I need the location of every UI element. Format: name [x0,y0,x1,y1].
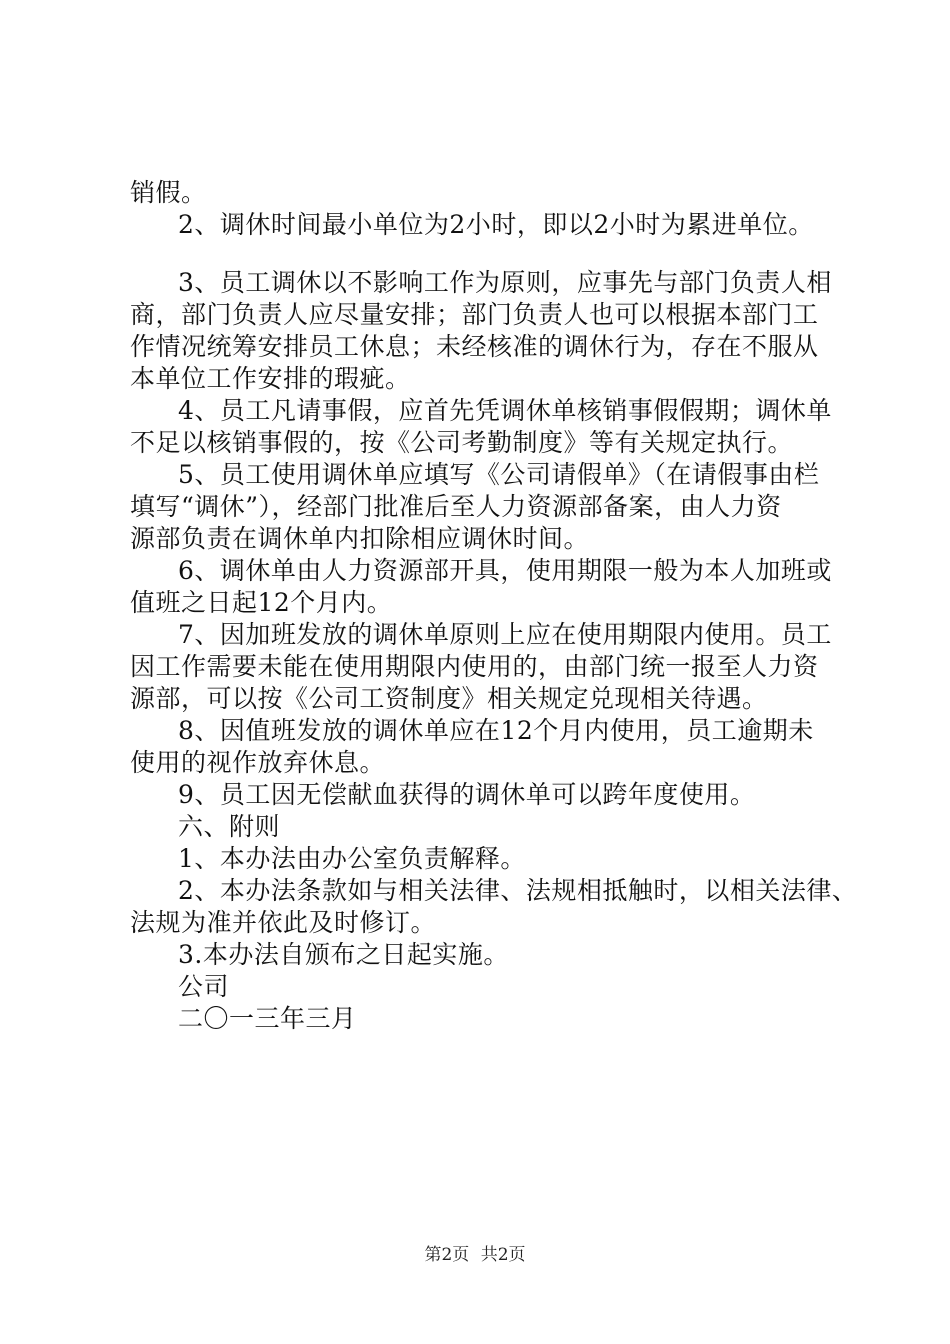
signature-company: 公司 [178,972,230,1001]
paragraph-line: 4、员工凡请事假，应首先凭调休单核销事假假期；调休单 [178,396,832,425]
paragraph-line: 商，部门负责人应尽量安排；部门负责人也可以根据本部门工 [130,300,819,329]
signature-date: 二〇一三年三月 [178,1004,357,1033]
page-number: 第2页 [424,1245,470,1265]
paragraph-line: 销假。 [130,178,207,207]
page-footer [0,1244,950,1266]
paragraph-line: 本单位工作安排的瑕疵。 [130,364,411,393]
paragraph-line: 作情况统筹安排员工休息；未经核准的调休行为，存在不服从 [130,332,819,361]
paragraph-line: 8、因值班发放的调休单应在12个月内使用，员工逾期未 [178,716,814,745]
paragraph-line: 3、员工调休以不影响工作为原则，应事先与部门负责人相 [178,268,832,297]
paragraph-line: 6、调休单由人力资源部开具，使用期限一般为本人加班或 [178,556,832,585]
paragraph-line: 源部负责在调休单内扣除相应调休时间。 [130,524,590,553]
paragraph-line: 源部，可以按《公司工资制度》相关规定兑现相关待遇。 [130,684,768,713]
paragraph-line: 7、因加班发放的调休单原则上应在使用期限内使用。员工 [178,620,832,649]
section-heading: 六、附则 [178,812,281,841]
paragraph-line: 使用的视作放弃休息。 [130,748,386,777]
paragraph-line: 填写“调休”），经部门批准后至人力资源部备案，由人力资 [130,492,782,521]
paragraph-line: 1、本办法由办公室负责解释。 [178,844,526,873]
paragraph-line: 不足以核销事假的，按《公司考勤制度》等有关规定执行。 [130,428,794,457]
paragraph-line: 2、本办法条款如与相关法律、法规相抵触时，以相关法律、 [178,876,858,905]
paragraph-line: 因工作需要未能在使用期限内使用的，由部门统一报至人力资 [130,652,819,681]
paragraph-line: 9、员工因无偿献血获得的调休单可以跨年度使用。 [178,780,756,809]
paragraph-line: 3.本办法自颁布之日起实施。 [178,940,509,969]
paragraph-line: 2、调休时间最小单位为2小时，即以2小时为累进单位。 [178,210,814,239]
paragraph-line: 法规为准并依此及时修订。 [130,908,437,937]
paragraph-line: 5、员工使用调休单应填写《公司请假单》（在请假事由栏 [178,460,820,489]
page-total: 共2页 [480,1245,526,1265]
paragraph-line: 值班之日起12个月内。 [130,588,393,617]
